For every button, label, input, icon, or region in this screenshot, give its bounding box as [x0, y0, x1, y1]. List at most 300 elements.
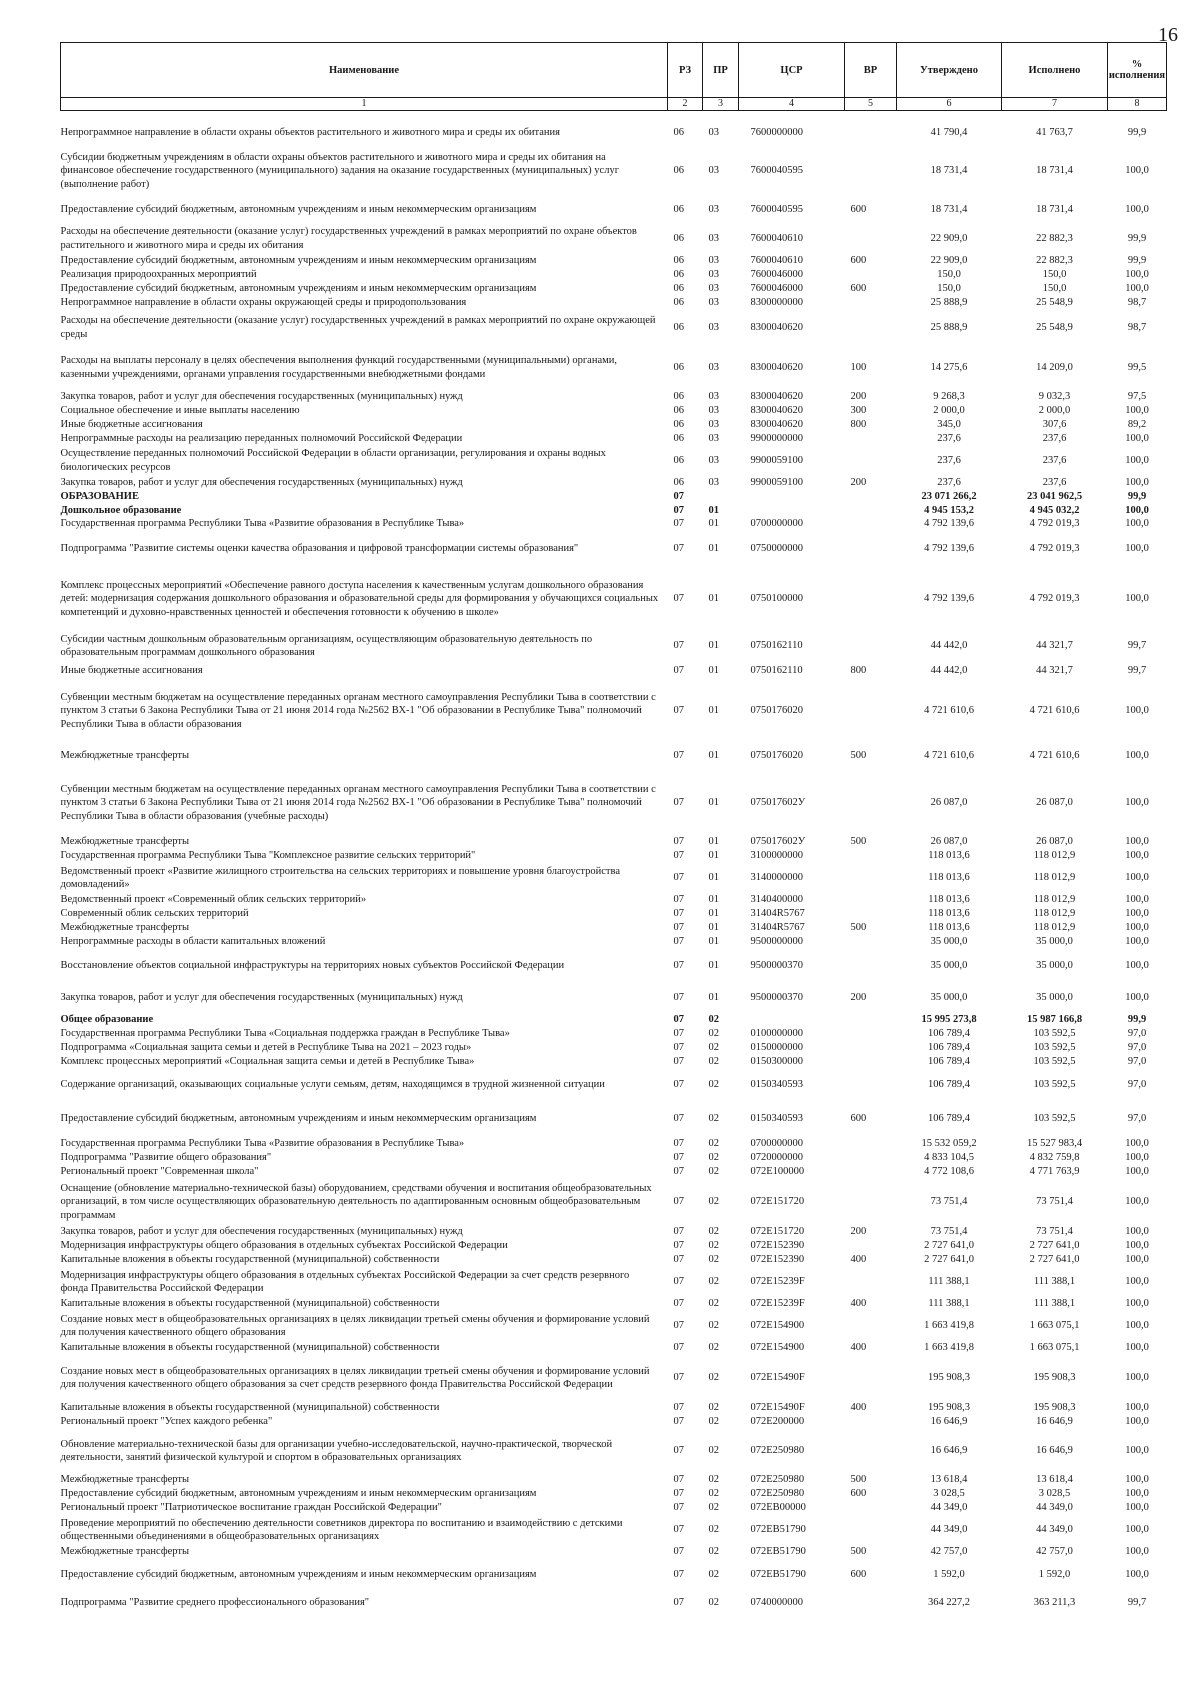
row-csr: 0150340593: [750, 1079, 803, 1091]
row-rz: 07: [673, 1152, 684, 1164]
row-percent: 99,9: [1127, 254, 1147, 266]
table-row: [61, 1055, 1167, 1069]
row-approved: 118 013,6: [928, 872, 970, 884]
row-approved: 106 789,4: [928, 1028, 970, 1040]
row-approved: 26 087,0: [930, 836, 968, 848]
row-pr: 01: [708, 750, 719, 762]
row-approved: 2 727 641,0: [924, 1254, 974, 1266]
row-executed: 25 548,9: [1036, 321, 1073, 333]
row-rz: 07: [673, 593, 684, 605]
row-approved: 14 275,6: [930, 361, 968, 373]
row-approved: 4 721 610,6: [924, 750, 974, 762]
row-rz: 06: [673, 127, 684, 138]
row-name: Проведение мероприятий по обеспечению деятельности советников директора по воспитанию и взаимодействию с детскими общественными объединениями в общеобразовательных организациях: [60, 1517, 623, 1542]
row-executed: 118 012,9: [1033, 894, 1076, 906]
row-pr: 02: [708, 1569, 719, 1581]
row-name: Региональный проект "Патриотическое воспитание граждан Российской Федерации": [60, 1502, 442, 1514]
table-row: [61, 390, 1167, 404]
row-percent: 100,0: [1125, 476, 1149, 488]
row-vr: 200: [850, 476, 867, 488]
row-pr: 01: [708, 518, 719, 530]
row-pr: 03: [708, 127, 719, 138]
row-rz: 07: [673, 750, 684, 762]
row-csr: 072EB51790: [750, 1569, 806, 1581]
row-rz: 06: [673, 321, 684, 333]
row-executed: 195 908,3: [1033, 1402, 1076, 1414]
table-row: [61, 1225, 1167, 1239]
row-name: Межбюджетные трансферты: [60, 1546, 190, 1558]
row-name: Осуществление переданных полномочий Российской Федерации в области организации, регулирования и охраны водных биологических ресурсов: [60, 448, 606, 473]
row-name: Капитальные вложения в объекты государственной (муниципальной) собственности: [60, 1342, 440, 1354]
row-rz: 07: [673, 1502, 684, 1514]
row-csr: 072E151720: [750, 1196, 805, 1208]
row-vr: 500: [850, 750, 867, 762]
row-rz: 06: [673, 454, 684, 466]
row-approved: 106 789,4: [928, 1042, 970, 1054]
row-csr: 0750162110: [750, 640, 803, 652]
row-pr: 01: [708, 593, 719, 605]
row-rz: 07: [673, 518, 684, 530]
table-row: [61, 983, 1167, 1013]
row-percent: 100,0: [1125, 282, 1149, 294]
row-percent: 99,7: [1127, 1597, 1147, 1609]
header-executed: Исполнено: [1002, 43, 1108, 98]
row-vr: [845, 1137, 897, 1151]
row-vr: 500: [850, 836, 867, 848]
row-csr: 0150000000: [750, 1042, 803, 1054]
row-approved: 237,6: [937, 454, 961, 466]
row-rz: 07: [673, 490, 684, 502]
row-approved: 1 663 419,8: [924, 1320, 974, 1332]
table-row: [61, 1559, 1167, 1591]
row-executed: 111 388,1: [1033, 1276, 1076, 1288]
column-number: 4: [739, 98, 845, 111]
table-row: [61, 446, 1167, 476]
row-executed: 35 000,0: [1036, 960, 1073, 972]
row-pr: 01: [708, 872, 719, 884]
row-percent: 100,0: [1125, 894, 1149, 906]
row-approved: 25 888,9: [930, 296, 968, 308]
row-executed: 150,0: [1042, 282, 1067, 294]
row-pr: 03: [708, 232, 719, 244]
row-rz: 07: [673, 936, 684, 948]
row-vr: 600: [850, 1113, 867, 1125]
row-pr: 02: [708, 1524, 719, 1536]
row-pr: 02: [708, 1254, 719, 1266]
header-percent: % исполнения: [1108, 43, 1167, 98]
row-name: Подпрограмма "Развитие общего образования": [60, 1152, 272, 1164]
column-number: 5: [845, 98, 897, 111]
row-vr: [845, 1055, 897, 1069]
row-percent: 100,0: [1125, 872, 1149, 884]
row-approved: 44 349,0: [930, 1502, 968, 1514]
row-percent: 100,0: [1125, 543, 1149, 555]
row-vr: [845, 1591, 897, 1615]
row-executed: 118 012,9: [1033, 922, 1076, 934]
row-vr: [845, 1179, 897, 1225]
row-name: Субвенции местным бюджетам на осуществление переданных органам местного самоуправления Республики Тыва в соответствии с пунктом 3 статьи 6 Закона Республики Тыва от 21 июня 2014 года №2562 ВХ-1 "Об образовании в Республике Тыва" полномочий Республики Тыва в области образования (учебные расходы): [60, 783, 656, 822]
row-percent: 100,0: [1125, 268, 1149, 280]
row-vr: [845, 1013, 897, 1027]
row-percent: 100,0: [1125, 1402, 1149, 1414]
row-rz: 07: [673, 504, 684, 516]
table-row: [61, 1041, 1167, 1055]
table-row: [61, 254, 1167, 268]
row-executed: 118 012,9: [1033, 872, 1076, 884]
row-vr: 500: [850, 1474, 867, 1486]
row-vr: [845, 224, 897, 254]
row-percent: 99,5: [1127, 361, 1147, 373]
row-approved: 2 000,0: [933, 404, 965, 416]
row-percent: 100,0: [1125, 504, 1149, 516]
row-pr: 03: [708, 361, 719, 373]
row-rz: 07: [673, 894, 684, 906]
row-percent: 100,0: [1125, 1488, 1149, 1500]
row-percent: 100,0: [1125, 1320, 1149, 1332]
row-executed: 3 028,5: [1038, 1488, 1071, 1500]
row-vr: [845, 432, 897, 446]
row-executed: 26 087,0: [1036, 797, 1073, 809]
column-number: 7: [1002, 98, 1108, 111]
row-csr: 0750176020: [750, 705, 803, 717]
table-row: [61, 1545, 1167, 1559]
row-executed: 2 727 641,0: [1029, 1240, 1080, 1252]
table-row: [61, 921, 1167, 935]
row-pr: 02: [708, 1166, 719, 1178]
row-rz: 07: [673, 543, 684, 555]
row-name: Межбюджетные трансферты: [60, 836, 190, 848]
row-csr: 7600040610: [750, 254, 803, 266]
row-executed: 237,6: [1042, 432, 1067, 444]
row-executed: 237,6: [1042, 476, 1067, 488]
row-executed: 2 000,0: [1038, 404, 1071, 416]
row-csr: 072E250980: [750, 1445, 805, 1457]
header-csr: ЦСР: [739, 43, 845, 98]
row-pr: 01: [708, 543, 719, 555]
row-pr: 03: [708, 203, 719, 215]
table-row: [61, 296, 1167, 310]
row-name: Комплекс процессных мероприятий «Обеспечение равного доступа населения к качественным услугам дошкольного образования детей: модернизация содержания дошкольного образования и образовательной среды для формирования у обучающихся социальных компетенций и духовно-нравственных ценностей и обеспечения готовности к обучению в школе»: [60, 579, 659, 618]
row-executed: 26 087,0: [1036, 836, 1073, 848]
row-executed: 4 792 019,3: [1029, 593, 1080, 605]
row-pr: 02: [708, 1138, 719, 1150]
row-pr: 01: [708, 850, 719, 862]
column-number: 8: [1108, 98, 1167, 111]
row-executed: 4 792 019,3: [1029, 543, 1080, 555]
row-approved: 2 727 641,0: [924, 1240, 974, 1252]
row-rz: 07: [673, 1569, 684, 1581]
row-percent: 100,0: [1125, 1138, 1149, 1150]
row-executed: 22 882,3: [1036, 254, 1073, 266]
row-executed: 1 663 075,1: [1029, 1342, 1080, 1354]
row-executed: 73 751,4: [1036, 1226, 1073, 1238]
table-row: [61, 863, 1167, 893]
table-row: [61, 1487, 1167, 1501]
row-name: Современный облик сельских территорий: [60, 908, 249, 920]
row-csr: 072EB00000: [750, 1502, 806, 1514]
row-name: Субвенции местным бюджетам на осуществление переданных органам местного самоуправления Республики Тыва в соответствии с пунктом 3 статьи 6 Закона Республики Тыва от 21 июня 2014 года №2562 ВХ-1 "Об образовании в Республике Тыва" полномочий Республики Тыва в области образования: [60, 691, 656, 730]
row-name: Капитальные вложения в объекты государственной (муниципальной) собственности: [60, 1254, 440, 1266]
table-row: [61, 1515, 1167, 1545]
row-pr: 02: [708, 1488, 719, 1500]
row-executed: 15 987 166,8: [1026, 1014, 1083, 1026]
row-pr: 02: [708, 1320, 719, 1332]
row-vr: 600: [850, 282, 867, 294]
row-percent: 100,0: [1125, 750, 1149, 762]
row-vr: [845, 517, 897, 531]
row-executed: 195 908,3: [1033, 1372, 1076, 1384]
row-approved: 42 757,0: [930, 1546, 968, 1558]
row-approved: 345,0: [937, 418, 961, 430]
row-rz: 07: [673, 1416, 684, 1428]
table-row: [61, 196, 1167, 224]
row-percent: 100,0: [1125, 1152, 1149, 1164]
row-rz: 06: [673, 232, 684, 244]
row-rz: 06: [673, 203, 684, 215]
header-vr: ВР: [845, 43, 897, 98]
row-rz: 07: [673, 1372, 684, 1384]
row-percent: 100,0: [1125, 165, 1149, 177]
row-rz: 06: [673, 390, 684, 402]
table-row: [61, 517, 1167, 531]
row-name: Закупка товаров, работ и услуг для обеспечения государственных (муниципальных) нужд: [60, 1226, 463, 1238]
row-approved: 44 442,0: [930, 640, 968, 652]
row-csr: 0750176020: [750, 750, 803, 762]
table-row: [61, 1591, 1167, 1615]
row-percent: 100,0: [1125, 518, 1149, 530]
row-vr: 200: [850, 390, 867, 402]
table-row: [61, 661, 1167, 681]
row-rz: 06: [673, 296, 684, 308]
row-csr: 072E152390: [750, 1240, 805, 1252]
row-pr: 02: [708, 1502, 719, 1514]
row-csr: 0750162110: [750, 665, 803, 677]
row-rz: 07: [673, 1445, 684, 1457]
row-rz: 07: [673, 960, 684, 972]
row-csr: 075017602У: [750, 836, 806, 848]
row-pr: 01: [708, 640, 719, 652]
row-approved: 118 013,6: [928, 850, 970, 862]
row-approved: 4 772 108,6: [924, 1166, 974, 1178]
row-csr: 0150300000: [750, 1056, 803, 1068]
table-row: [61, 1137, 1167, 1151]
row-rz: 07: [673, 1079, 684, 1091]
row-vr: [845, 771, 897, 835]
row-percent: 97,0: [1127, 1056, 1147, 1068]
table-row: [61, 1297, 1167, 1311]
table-row: [61, 1267, 1167, 1297]
row-executed: 118 012,9: [1033, 850, 1076, 862]
column-number: 1: [61, 98, 668, 111]
row-csr: 0750100000: [750, 593, 803, 605]
row-percent: 100,0: [1125, 1569, 1149, 1581]
table-row: [61, 849, 1167, 863]
row-pr: 02: [708, 1474, 719, 1486]
row-pr: 03: [708, 454, 719, 466]
row-rz: 07: [673, 1138, 684, 1150]
row-pr: 03: [708, 390, 719, 402]
row-percent: 99,7: [1127, 665, 1147, 677]
row-rz: 07: [673, 992, 684, 1004]
row-approved: 106 789,4: [928, 1079, 970, 1091]
row-pr: 02: [708, 1276, 719, 1288]
row-approved: 4 792 139,6: [924, 593, 974, 605]
row-name: Ведомственный проект «Современный облик сельских территорий»: [60, 894, 367, 906]
row-approved: 9 268,3: [933, 390, 965, 402]
row-name: Создание новых мест в общеобразовательных организациях в целях ликвидации третьей смены обучения и формирование условий для получения качественного общего образования: [60, 1313, 650, 1338]
row-executed: 25 548,9: [1036, 296, 1073, 308]
row-name: Обновление материально-технической базы для организации учебно-исследовательской, научно-практической, творческой деятельности, занятий физической культурой и спортом в образовательных организациях: [60, 1438, 613, 1463]
row-name: Государственная программа Республики Тыва «Развитие образования в Республике Тыва»: [60, 518, 465, 530]
row-rz: 07: [673, 1320, 684, 1332]
row-name: Закупка товаров, работ и услуг для обеспечения государственных (муниципальных) нужд: [60, 992, 463, 1004]
row-pr: 03: [708, 404, 719, 416]
row-executed: 150,0: [1042, 268, 1067, 280]
row-executed: 44 349,0: [1036, 1502, 1073, 1514]
row-vr: [845, 446, 897, 476]
row-approved: 237,6: [937, 476, 961, 488]
row-pr: 01: [708, 504, 719, 516]
row-vr: [845, 1355, 897, 1401]
row-vr: 500: [850, 1546, 867, 1558]
row-executed: 35 000,0: [1036, 992, 1073, 1004]
row-csr: 9500000370: [750, 960, 803, 972]
row-executed: 14 209,0: [1036, 361, 1073, 373]
row-vr: [845, 1165, 897, 1179]
row-pr: 02: [708, 1196, 719, 1208]
row-name: Предоставление субсидий бюджетным, автономным учреждениям и иным некоммерческим организациям: [60, 1488, 537, 1500]
row-percent: 100,0: [1125, 454, 1149, 466]
row-name: Предоставление субсидий бюджетным, автономным учреждениям и иным некоммерческим организациям: [60, 1569, 537, 1581]
row-rz: 07: [673, 1113, 684, 1125]
row-rz: 06: [673, 432, 684, 444]
row-approved: 25 888,9: [930, 321, 968, 333]
row-csr: 3140400000: [750, 894, 803, 906]
page-number: 16: [1158, 24, 1178, 46]
row-rz: 07: [673, 640, 684, 652]
row-name: Иные бюджетные ассигнования: [60, 665, 203, 677]
row-percent: 100,0: [1125, 1445, 1149, 1457]
row-approved: 111 388,1: [928, 1298, 970, 1310]
row-pr: 01: [708, 705, 719, 717]
row-executed: 1 663 075,1: [1029, 1320, 1080, 1332]
row-vr: [845, 147, 897, 196]
row-approved: 195 908,3: [928, 1372, 970, 1384]
row-percent: 89,2: [1127, 418, 1147, 430]
row-executed: 2 727 641,0: [1029, 1254, 1080, 1266]
row-name: Расходы на выплаты персоналу в целях обеспечения выполнения функций государственными (муниципальными) органами, казенными учреждениями, органами управления государственными внебюджетными фондами: [60, 355, 618, 380]
row-csr: 0720000000: [750, 1152, 803, 1164]
row-percent: 100,0: [1125, 1372, 1149, 1384]
table-row: [61, 893, 1167, 907]
row-executed: 111 388,1: [1033, 1298, 1076, 1310]
row-name: Модернизация инфраструктуры общего образования в отдельных субъектах Российской Федерации: [60, 1240, 508, 1252]
table-row: [61, 949, 1167, 983]
row-pr: 03: [708, 432, 719, 444]
row-pr: 03: [708, 296, 719, 308]
row-pr: 01: [708, 665, 719, 677]
row-approved: 16 646,9: [930, 1445, 968, 1457]
row-approved: 15 995 273,8: [921, 1014, 977, 1026]
row-approved: 15 532 059,2: [921, 1138, 977, 1150]
row-name: Межбюджетные трансферты: [60, 1474, 190, 1486]
row-pr: 02: [708, 1079, 719, 1091]
row-rz: 07: [673, 797, 684, 809]
row-pr: 03: [708, 282, 719, 294]
row-approved: 106 789,4: [928, 1056, 970, 1068]
row-pr: 03: [708, 268, 719, 280]
row-pr: 02: [708, 1372, 719, 1384]
row-percent: 98,7: [1127, 296, 1147, 308]
table-row: [61, 1341, 1167, 1355]
row-csr: 7600040595: [750, 203, 803, 215]
row-percent: 97,0: [1127, 1042, 1147, 1054]
row-percent: 97,0: [1127, 1079, 1147, 1091]
row-percent: 100,0: [1125, 797, 1149, 809]
row-vr: 800: [850, 665, 867, 677]
row-pr: 02: [708, 1546, 719, 1558]
row-percent: 100,0: [1125, 432, 1149, 444]
row-rz: 07: [673, 1474, 684, 1486]
row-approved: 35 000,0: [930, 960, 968, 972]
row-approved: 1 663 419,8: [924, 1342, 974, 1354]
row-name: Межбюджетные трансферты: [60, 922, 190, 934]
row-name: Социальное обеспечение и иные выплаты населению: [60, 404, 300, 416]
table-row: [61, 346, 1167, 390]
table-row: [61, 111, 1167, 147]
row-rz: 06: [673, 254, 684, 266]
row-percent: 100,0: [1125, 1196, 1149, 1208]
row-executed: 23 041 962,5: [1026, 490, 1083, 502]
row-name: Предоставление субсидий бюджетным, автономным учреждениям и иным некоммерческим организациям: [60, 1113, 537, 1125]
row-executed: 44 349,0: [1036, 1524, 1073, 1536]
row-percent: 100,0: [1125, 850, 1149, 862]
row-name: Непрограммные расходы в области капитальных вложений: [60, 936, 326, 948]
row-percent: 100,0: [1125, 1474, 1149, 1486]
row-rz: 07: [673, 1166, 684, 1178]
row-rz: 07: [673, 1402, 684, 1414]
row-vr: [845, 935, 897, 949]
row-pr: 01: [708, 908, 719, 920]
row-executed: 1 592,0: [1038, 1569, 1071, 1581]
table-row: [61, 1311, 1167, 1341]
row-name: Оснащение (обновление материально-технической базы) оборудованием, средствами обучения и воспитания общеобразовательных организаций, в том числе осуществляющих образовательную деятельность по адаптированным основным общеобразовательным программам: [60, 1182, 652, 1221]
row-executed: 22 882,3: [1036, 232, 1073, 244]
row-approved: 4 721 610,6: [924, 705, 974, 717]
row-name: Восстановление объектов социальной инфраструктуры на территориях новых субъектов Российской Федерации: [60, 960, 565, 972]
row-approved: 106 789,4: [928, 1113, 970, 1125]
row-approved: 22 909,0: [930, 232, 968, 244]
row-executed: 44 321,7: [1036, 665, 1073, 677]
table-row: [61, 504, 1167, 518]
row-percent: 100,0: [1125, 1342, 1149, 1354]
table-row: [61, 531, 1167, 567]
row-percent: 98,7: [1127, 321, 1147, 333]
row-csr: 075017602У: [750, 797, 806, 809]
table-row: [61, 681, 1167, 741]
table-row: [61, 1027, 1167, 1041]
table-row: [61, 490, 1167, 504]
row-vr: 500: [850, 922, 867, 934]
row-rz: 07: [673, 872, 684, 884]
row-name: Непрограммные расходы на реализацию переданных полномочий Российской Федерации: [60, 432, 463, 444]
row-csr: 9900000000: [750, 432, 803, 444]
row-csr: 0740000000: [750, 1597, 803, 1609]
row-approved: 195 908,3: [928, 1402, 970, 1414]
row-vr: [845, 1069, 897, 1101]
row-vr: [845, 863, 897, 893]
table-row: [61, 268, 1167, 282]
